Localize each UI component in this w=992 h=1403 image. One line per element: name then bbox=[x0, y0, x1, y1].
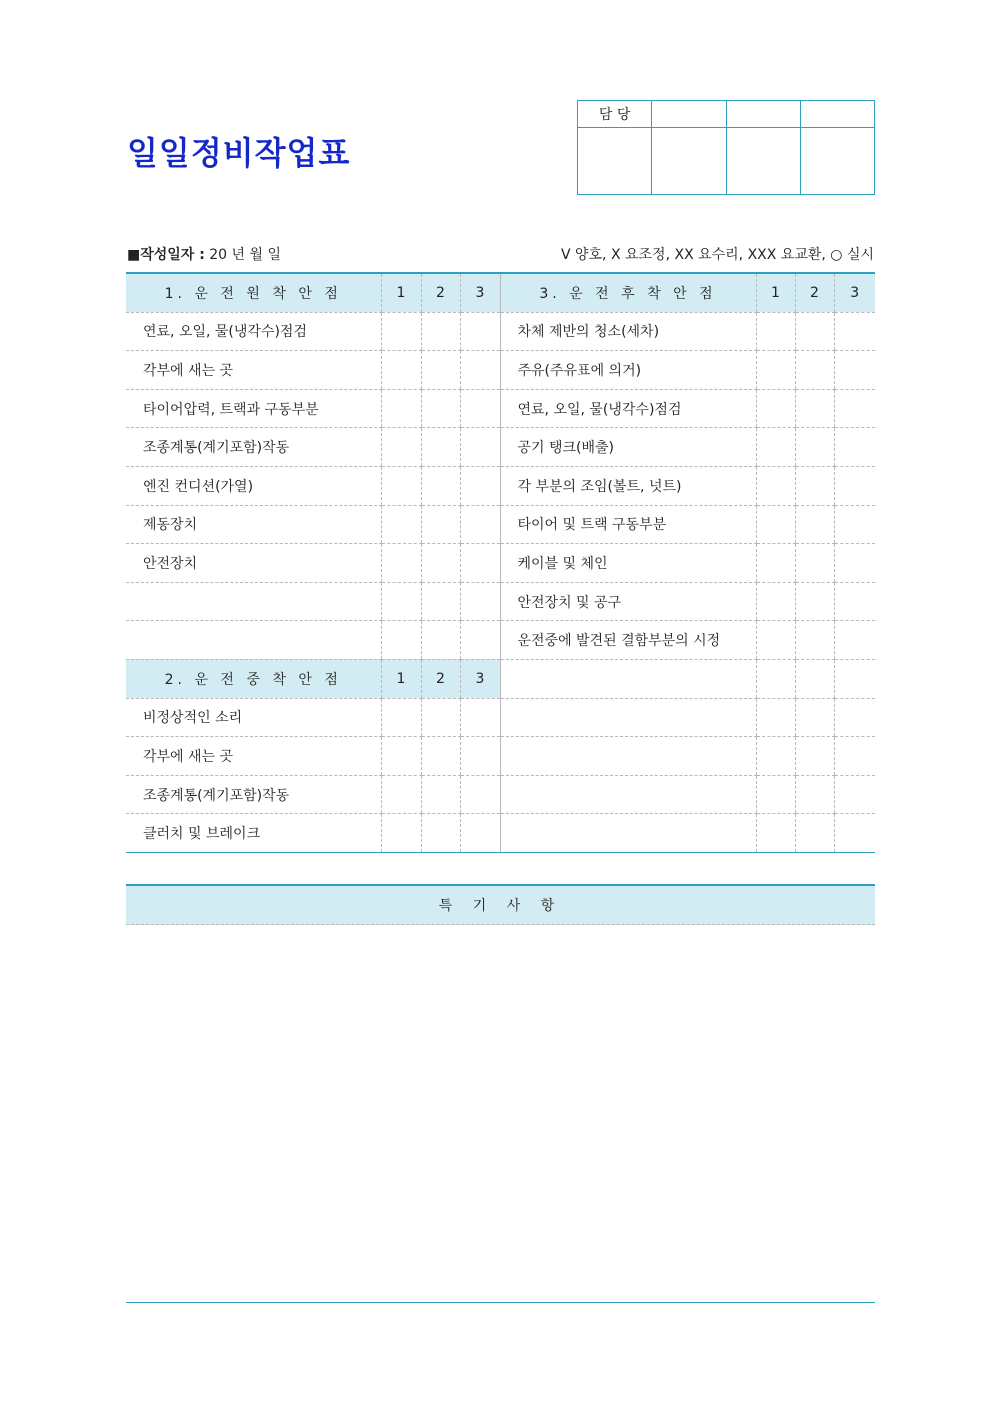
check-cell[interactable] bbox=[460, 698, 500, 737]
approval-signature-slot[interactable] bbox=[800, 101, 874, 128]
check-cell[interactable] bbox=[756, 389, 795, 428]
check-cell[interactable] bbox=[421, 505, 460, 544]
check-cell[interactable] bbox=[421, 351, 460, 390]
special-notes-title: 특 기 사 항 bbox=[126, 885, 875, 925]
check-cell[interactable] bbox=[460, 428, 500, 467]
check-cell[interactable] bbox=[381, 312, 421, 351]
page-title: 일일정비작업표 bbox=[127, 134, 351, 172]
check-cell[interactable] bbox=[381, 428, 421, 467]
checklist-item: 연료, 오일, 물(냉각수)점검 bbox=[126, 312, 381, 351]
check-cell[interactable] bbox=[460, 466, 500, 505]
table-row bbox=[126, 737, 875, 776]
section-title-after: 3. 운 전 후 착 안 점 bbox=[500, 273, 756, 312]
check-cell[interactable] bbox=[421, 621, 460, 660]
checklist-item: 클러치 및 브레이크 bbox=[126, 814, 381, 853]
approval-signature-slot[interactable] bbox=[652, 101, 726, 128]
column-number: 1 bbox=[756, 273, 795, 312]
check-cell[interactable] bbox=[421, 775, 460, 814]
section-title-during: 2. 운 전 중 착 안 점 bbox=[126, 659, 381, 698]
check-cell[interactable] bbox=[381, 389, 421, 428]
check-cell[interactable] bbox=[795, 351, 834, 390]
check-cell[interactable] bbox=[756, 698, 795, 737]
checklist-item-empty bbox=[126, 621, 381, 660]
check-cell[interactable] bbox=[460, 544, 500, 583]
check-cell[interactable] bbox=[421, 544, 460, 583]
check-cell[interactable] bbox=[421, 428, 460, 467]
column-number: 3 bbox=[460, 273, 500, 312]
checklist-item-empty bbox=[500, 698, 756, 737]
approval-signature-slot[interactable] bbox=[652, 128, 726, 195]
check-cell[interactable] bbox=[421, 582, 460, 621]
check-cell[interactable] bbox=[834, 621, 875, 660]
check-cell[interactable] bbox=[460, 505, 500, 544]
check-cell[interactable] bbox=[834, 351, 875, 390]
checklist-item: 조종계통(계기포함)작동 bbox=[126, 428, 381, 467]
check-cell[interactable] bbox=[381, 814, 421, 853]
approval-box bbox=[577, 100, 875, 195]
column-number: 1 bbox=[381, 659, 421, 698]
check-cell[interactable] bbox=[421, 814, 460, 853]
check-cell[interactable] bbox=[795, 582, 834, 621]
checklist-item: 안전장치 및 공구 bbox=[500, 582, 756, 621]
check-cell[interactable] bbox=[795, 814, 834, 853]
table-row bbox=[126, 505, 875, 544]
checklist-item: 타이어 및 트랙 구동부분 bbox=[500, 505, 756, 544]
checklist-item: 각부에 새는 곳 bbox=[126, 351, 381, 390]
checklist-item: 안전장치 bbox=[126, 544, 381, 583]
check-cell[interactable] bbox=[460, 775, 500, 814]
check-cell[interactable] bbox=[756, 737, 795, 776]
check-cell[interactable] bbox=[421, 698, 460, 737]
checklist-table bbox=[126, 272, 875, 853]
check-cell[interactable] bbox=[795, 466, 834, 505]
check-cell[interactable] bbox=[381, 505, 421, 544]
checklist-item-empty bbox=[500, 737, 756, 776]
table-header-row bbox=[126, 659, 875, 698]
check-cell[interactable] bbox=[756, 312, 795, 351]
check-cell[interactable] bbox=[381, 351, 421, 390]
checklist-item: 각 부분의 조임(볼트, 넛트) bbox=[500, 466, 756, 505]
column-number: 2 bbox=[421, 659, 460, 698]
check-cell[interactable] bbox=[756, 659, 795, 698]
check-cell[interactable] bbox=[795, 737, 834, 776]
check-cell[interactable] bbox=[795, 505, 834, 544]
column-number: 3 bbox=[834, 273, 875, 312]
check-cell[interactable] bbox=[834, 312, 875, 351]
table-row bbox=[126, 312, 875, 351]
checklist-item: 연료, 오일, 물(냉각수)점검 bbox=[500, 389, 756, 428]
approval-signature-slot[interactable] bbox=[800, 128, 874, 195]
check-cell[interactable] bbox=[381, 698, 421, 737]
check-cell[interactable] bbox=[795, 544, 834, 583]
column-number: 2 bbox=[795, 273, 834, 312]
check-cell[interactable] bbox=[834, 544, 875, 583]
check-cell[interactable] bbox=[460, 621, 500, 660]
check-cell[interactable] bbox=[834, 659, 875, 698]
checklist-item-empty bbox=[500, 659, 756, 698]
column-number: 2 bbox=[421, 273, 460, 312]
table-row bbox=[126, 389, 875, 428]
checklist-item: 주유(주유표에 의거) bbox=[500, 351, 756, 390]
footer-divider bbox=[126, 1302, 875, 1303]
checklist-item: 차체 제반의 청소(세차) bbox=[500, 312, 756, 351]
column-number: 3 bbox=[460, 659, 500, 698]
checklist-item: 조종계통(계기포함)작동 bbox=[126, 775, 381, 814]
column-number: 1 bbox=[381, 273, 421, 312]
check-cell[interactable] bbox=[795, 659, 834, 698]
check-cell[interactable] bbox=[795, 775, 834, 814]
check-cell[interactable] bbox=[756, 544, 795, 583]
legend: V 양호, X 요조정, XX 요수리, XXX 요교환, ○ 실시 bbox=[560, 247, 874, 263]
checklist-item: 비정상적인 소리 bbox=[126, 698, 381, 737]
date-value[interactable]: 20 년 월 일 bbox=[209, 247, 281, 263]
check-cell[interactable] bbox=[421, 389, 460, 428]
check-cell[interactable] bbox=[460, 389, 500, 428]
checklist-item-empty bbox=[126, 582, 381, 621]
check-cell[interactable] bbox=[795, 389, 834, 428]
check-cell[interactable] bbox=[756, 505, 795, 544]
check-cell[interactable] bbox=[421, 312, 460, 351]
check-cell[interactable] bbox=[756, 621, 795, 660]
check-cell[interactable] bbox=[756, 428, 795, 467]
check-cell[interactable] bbox=[460, 737, 500, 776]
check-cell[interactable] bbox=[834, 428, 875, 467]
table-row bbox=[126, 814, 875, 853]
check-cell[interactable] bbox=[834, 582, 875, 621]
check-cell[interactable] bbox=[756, 582, 795, 621]
table-row bbox=[126, 351, 875, 390]
special-notes bbox=[126, 884, 875, 925]
checklist-item: 케이블 및 체인 bbox=[500, 544, 756, 583]
check-cell[interactable] bbox=[834, 505, 875, 544]
check-cell[interactable] bbox=[381, 737, 421, 776]
table-row bbox=[126, 775, 875, 814]
approval-label: 담 당 bbox=[578, 101, 652, 128]
check-cell[interactable] bbox=[834, 814, 875, 853]
check-cell[interactable] bbox=[756, 814, 795, 853]
section-title-before: 1. 운 전 원 착 안 점 bbox=[126, 273, 381, 312]
check-cell[interactable] bbox=[460, 582, 500, 621]
check-cell[interactable] bbox=[460, 312, 500, 351]
check-cell[interactable] bbox=[381, 466, 421, 505]
check-cell[interactable] bbox=[834, 389, 875, 428]
check-cell[interactable] bbox=[756, 351, 795, 390]
date-line bbox=[127, 244, 281, 264]
check-cell[interactable] bbox=[834, 737, 875, 776]
check-cell[interactable] bbox=[756, 466, 795, 505]
table-row bbox=[126, 582, 875, 621]
check-cell[interactable] bbox=[834, 775, 875, 814]
check-cell[interactable] bbox=[421, 737, 460, 776]
checklist-item: 공기 탱크(배출) bbox=[500, 428, 756, 467]
checklist-item: 제동장치 bbox=[126, 505, 381, 544]
checklist-item-empty bbox=[500, 814, 756, 853]
table-row bbox=[126, 544, 875, 583]
check-cell[interactable] bbox=[381, 775, 421, 814]
check-cell[interactable] bbox=[834, 466, 875, 505]
checklist-item: 각부에 새는 곳 bbox=[126, 737, 381, 776]
check-cell[interactable] bbox=[381, 544, 421, 583]
check-cell[interactable] bbox=[460, 814, 500, 853]
table-header-row bbox=[126, 273, 875, 312]
table-row bbox=[126, 621, 875, 660]
checklist-item: 운전중에 발견된 결함부분의 시정 bbox=[500, 621, 756, 660]
check-cell[interactable] bbox=[795, 698, 834, 737]
check-cell[interactable] bbox=[460, 351, 500, 390]
check-cell[interactable] bbox=[381, 621, 421, 660]
check-cell[interactable] bbox=[795, 621, 834, 660]
checklist-item: 엔진 컨디션(가열) bbox=[126, 466, 381, 505]
check-cell[interactable] bbox=[381, 582, 421, 621]
approval-signature-slot[interactable] bbox=[726, 128, 800, 195]
check-cell[interactable] bbox=[795, 312, 834, 351]
checklist-item: 타이어압력, 트랙과 구동부분 bbox=[126, 389, 381, 428]
check-cell[interactable] bbox=[756, 775, 795, 814]
table-row bbox=[126, 466, 875, 505]
check-cell[interactable] bbox=[834, 698, 875, 737]
checklist-item-empty bbox=[500, 775, 756, 814]
date-label: ■작성일자 : bbox=[127, 247, 205, 263]
approval-signature-slot[interactable] bbox=[726, 101, 800, 128]
table-row bbox=[126, 428, 875, 467]
check-cell[interactable] bbox=[795, 428, 834, 467]
approval-signature-slot[interactable] bbox=[578, 128, 652, 195]
table-row bbox=[126, 698, 875, 737]
check-cell[interactable] bbox=[421, 466, 460, 505]
